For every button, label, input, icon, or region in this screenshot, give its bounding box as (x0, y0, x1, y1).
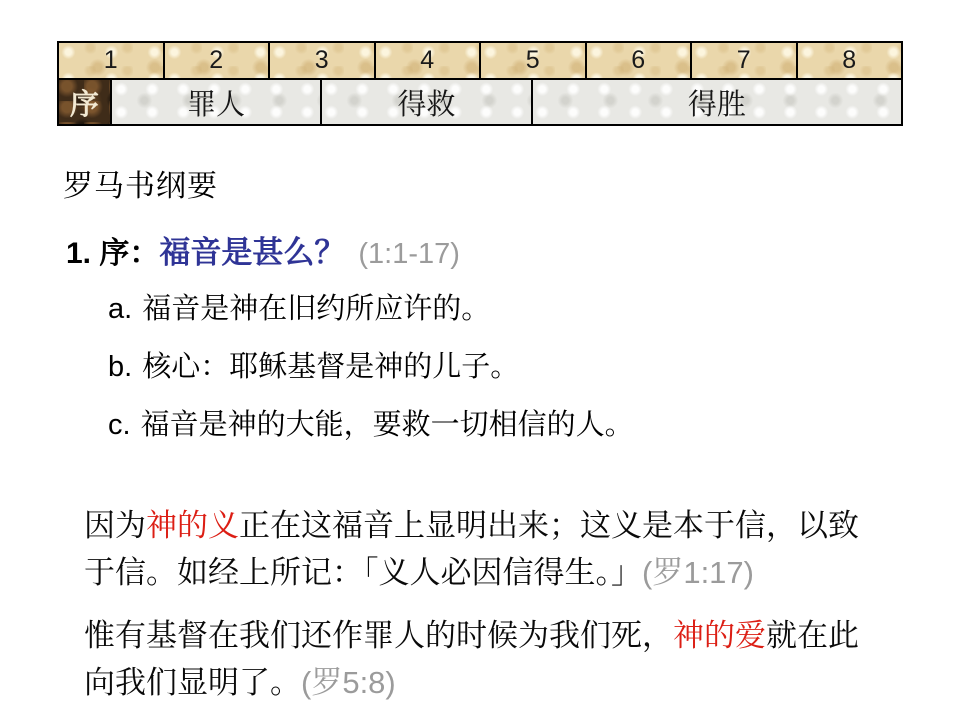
chapter-table (57, 41, 903, 126)
scripture-quote-rom-5-8 (84, 612, 862, 706)
quote-highlight: 神的爱 (673, 618, 766, 653)
quote-text: 正在这福音上显明出来；这义是本于信，以致于信。如经上所记：「义人必因信得生。」 (84, 508, 859, 590)
outline-point-a (108, 286, 490, 327)
quote-reference: (罗1:17) (642, 555, 754, 590)
section-cell-victorious: 得胜 (533, 80, 901, 124)
chapter-cell-4: 4 (376, 43, 482, 78)
point-marker: a. (108, 293, 133, 325)
chapter-cell-5: 5 (481, 43, 587, 78)
scripture-quote-rom-1-17 (84, 502, 862, 596)
slide-title: 罗马书纲要 (63, 170, 218, 203)
chapter-cell-3: 3 (270, 43, 376, 78)
quote-highlight: 神的义 (146, 508, 239, 543)
outline-point-b (108, 344, 519, 385)
heading-number: 1. 序： (66, 237, 160, 270)
chapter-cell-2: 2 (165, 43, 271, 78)
quote-reference: (罗5:8) (301, 665, 396, 700)
heading-topic: 福音是甚么？ (159, 235, 346, 270)
section-cell-saved: 得救 (322, 80, 533, 124)
section-cell-sinners: 罪人 (112, 80, 323, 124)
quote-text: 因为 (84, 508, 146, 543)
chapter-row (59, 43, 901, 80)
section-row (59, 80, 901, 124)
chapter-cell-6: 6 (587, 43, 693, 78)
chapter-cell-7: 7 (692, 43, 798, 78)
chapter-cell-8: 8 (798, 43, 902, 78)
point-marker: c. (108, 409, 131, 441)
point-text: 福音是神的大能，要救一切相信的人。 (140, 409, 634, 441)
outline-heading (66, 227, 460, 272)
section-cell-preface: 序 (59, 80, 112, 124)
outline-point-c (108, 402, 634, 443)
heading-reference: (1:1-17) (358, 238, 460, 270)
point-text: 核心：耶稣基督是神的儿子。 (142, 351, 520, 383)
chapter-cell-1: 1 (59, 43, 165, 78)
quote-text: 惟有基督在我们还作罪人的时候为我们死， (84, 618, 673, 653)
point-marker: b. (108, 351, 133, 383)
quote-text: 就在此向我们显明了。 (84, 618, 859, 700)
point-text: 福音是神在旧约所应许的。 (142, 293, 491, 325)
